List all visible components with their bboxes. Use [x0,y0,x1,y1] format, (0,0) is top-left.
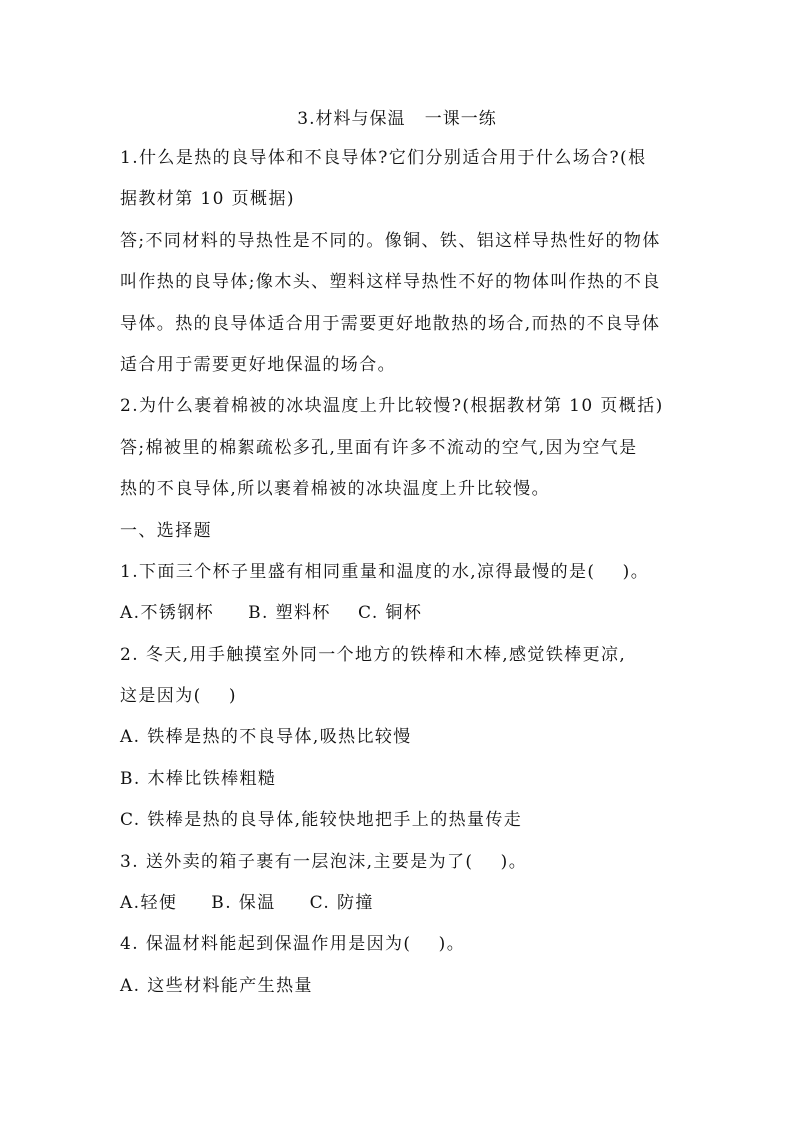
answer-options: A.不锈钢杯 B. 塑料杯 C. 铜杯 [120,603,423,624]
text-line: 叫作热的良导体;像木头、塑料这样导热性不好的物体叫作热的不良 [120,272,661,293]
text-line: 答;棉被里的棉絮疏松多孔,里面有许多不流动的空气,因为空气是 [120,437,638,458]
text-line: 答;不同材料的导热性是不同的。像铜、铁、铝这样导热性好的物体 [120,230,661,251]
answer-option: A. 铁棒是热的不良导体,吸热比较慢 [120,727,412,748]
question-text: 1.下面三个杯子里盛有相同重量和温度的水,凉得最慢的是( )。 [120,561,650,582]
text-line: 热的不良导体,所以裹着棉被的冰块温度上升比较慢。 [120,479,551,500]
text-line: 导体。热的良导体适合用于需要更好地散热的场合,而热的不良导体 [120,313,661,334]
document-title: 3.材料与保温 一课一练 [297,109,497,129]
section-heading: 一、选择题 [120,520,212,541]
answer-options: A.轻便 B. 保温 C. 防撞 [120,893,374,914]
text-line: 适合用于需要更好地保温的场合。 [120,354,396,375]
text-line: 据教材第 10 页概据) [120,189,295,210]
question-text: 3. 送外卖的箱子裹有一层泡沫,主要是为了( )。 [120,851,528,872]
text-line: 1.什么是热的良导体和不良导体?它们分别适合用于什么场合?(根 [120,148,647,168]
answer-option: C. 铁棒是热的良导体,能较快地把手上的热量传走 [120,810,523,831]
question-text: 这是因为( ) [120,686,237,707]
question-text: 2. 冬天,用手触摸室外同一个地方的铁棒和木棒,感觉铁棒更凉, [120,644,627,665]
text-line: 2.为什么裹着棉被的冰块温度上升比较慢?(根据教材第 10 页概括) [120,396,664,417]
answer-option: A. 这些材料能产生热量 [120,975,313,996]
answer-option: B. 木棒比铁棒粗糙 [120,768,277,789]
question-text: 4. 保温材料能起到保温作用是因为( )。 [120,934,466,955]
document-body [120,145,680,1014]
